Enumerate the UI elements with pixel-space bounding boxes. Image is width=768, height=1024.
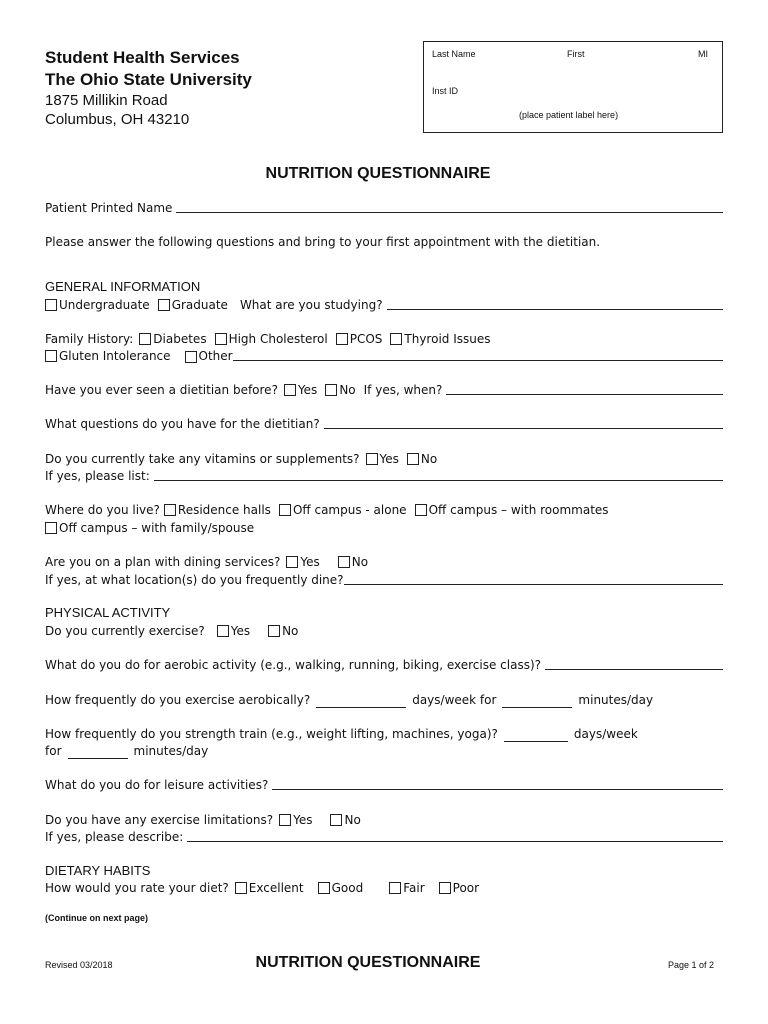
roommates-checkbox[interactable] [415,504,427,516]
limits-yes-checkbox[interactable] [279,814,291,826]
good-checkbox[interactable] [318,882,330,894]
aerobic-row [45,655,723,673]
vitamins-list-field[interactable] [154,479,723,481]
vitamins-row [45,449,723,467]
general-heading-row [45,277,723,295]
seen-yes-label: Yes [297,383,318,397]
page-number: Page 1 of 2 [667,960,714,970]
patient-name-field[interactable] [176,211,723,213]
good-label: Good [331,881,364,895]
thyroid-checkbox[interactable] [390,333,402,345]
excellent-checkbox[interactable] [235,882,247,894]
dining-yes-checkbox[interactable] [286,556,298,568]
patient-name-label: Patient Printed Name [45,201,173,215]
cholesterol-checkbox[interactable] [215,333,227,345]
aerobic-days-field[interactable] [316,695,406,708]
student-status-row [45,295,723,313]
section-general: GENERAL INFORMATION [45,279,201,294]
last-name-label: Last Name [432,49,476,59]
org-name: Student Health Services [45,48,240,67]
diabetes-label: Diabetes [153,332,207,346]
dining-no-label: No [351,555,369,569]
other-label: Other [198,349,233,363]
dining-location-label: If yes, at what location(s) do you frequently dine? [45,573,344,587]
describe-label: If yes, please describe: [45,830,184,844]
fair-checkbox[interactable] [389,882,401,894]
aerobic-frequency-row [45,690,723,708]
residence-checkbox[interactable] [164,504,176,516]
continue-note: (Continue on next page) [45,913,148,923]
strength-row [45,724,723,742]
undergrad-checkbox[interactable] [45,299,57,311]
thyroid-label: Thyroid Issues [404,332,491,346]
university-name: The Ohio State University [45,70,252,89]
page-title: NUTRITION QUESTIONNAIRE [265,165,491,182]
describe-field[interactable] [187,840,723,842]
exercise-label: Do you currently exercise? [45,624,205,638]
patient-name-row [45,198,723,216]
minutes-day-label: minutes/day [578,693,654,707]
exercise-yes-checkbox[interactable] [217,625,229,637]
poor-label: Poor [452,881,480,895]
questions-field[interactable] [324,427,723,429]
seen-no-label: No [339,383,356,397]
dining-row [45,552,723,570]
questions-label: What questions do you have for the dietitian? [45,417,320,431]
studying-field[interactable] [387,308,723,310]
revised-date: Revised 03/2018 [45,960,113,970]
days-week-for-label: days/week for [412,693,497,707]
address-line-2: Columbus, OH 43210 [45,111,190,128]
other-field[interactable] [233,359,723,361]
live-row-2 [45,518,723,536]
live-label: Where do you live? [45,503,160,517]
for-label: for [45,744,62,758]
pcos-label: PCOS [349,332,383,346]
questions-row [45,414,723,432]
diet-rating-row [45,878,723,896]
leisure-field[interactable] [272,788,723,790]
vitamins-list-label: If yes, please list: [45,469,150,483]
intro-row [45,232,723,250]
alone-checkbox[interactable] [279,504,291,516]
diet-rating-label: How would you rate your diet? [45,881,229,895]
dining-yes-label: Yes [300,555,320,569]
gluten-checkbox[interactable] [45,350,57,362]
exercise-yes-label: Yes [230,624,251,638]
leisure-row [45,775,723,793]
label-note: (place patient label here) [519,110,619,120]
intro-text: Please answer the following questions and bring to your first appointment with the dietitian. [45,235,601,249]
exercise-no-checkbox[interactable] [268,625,280,637]
strength-days-week-label: days/week [573,727,638,741]
limitations-label: Do you have any exercise limitations? [45,813,274,827]
vitamins-yes-checkbox[interactable] [366,453,378,465]
vitamins-label: Do you currently take any vitamins or supplements? [45,452,360,466]
dining-location-field[interactable] [344,583,723,585]
limits-yes-label: Yes [293,813,313,827]
limitations-row [45,810,723,828]
when-label: If yes, when? [363,383,443,397]
alone-label: Off campus - alone [292,503,407,517]
strength-minutes-day-label: minutes/day [133,744,209,758]
strength-minutes-field[interactable] [68,746,128,759]
vitamins-list-row [45,466,723,484]
clinic-header [45,47,252,129]
family-history-row-2 [45,346,723,364]
leisure-label: What do you do for leisure activities? [45,778,269,792]
poor-checkbox[interactable] [439,882,451,894]
live-row [45,500,723,518]
exercise-no-label: No [282,624,299,638]
residence-label: Residence halls [177,503,271,517]
mi-label: MI [698,49,708,59]
undergrad-label: Undergraduate [59,298,150,312]
graduate-checkbox[interactable] [158,299,170,311]
seen-yes-checkbox[interactable] [284,384,296,396]
aerobic-label: What do you do for aerobic activity (e.g., walking, running, biking, exercise class)? [45,658,542,672]
fair-label: Fair [403,881,425,895]
aerobic-field[interactable] [545,668,723,670]
seen-dietitian-label: Have you ever seen a dietitian before? [45,383,278,397]
section-dietary: DIETARY HABITS [45,863,151,878]
section-physical: PHYSICAL ACTIVITY [45,605,171,620]
dining-location-row [45,570,723,588]
dining-no-checkbox[interactable] [338,556,350,568]
cholesterol-label: High Cholesterol [228,332,328,346]
exercise-row [45,621,723,639]
other-checkbox[interactable] [185,351,197,363]
seen-dietitian-row [45,380,723,398]
aerobic-minutes-field[interactable] [502,695,572,708]
vitamins-no-label: No [420,452,438,466]
excellent-label: Excellent [248,881,304,895]
aerobic-frequency-label: How frequently do you exercise aerobically? [45,693,311,707]
limits-no-checkbox[interactable] [330,814,342,826]
diabetes-checkbox[interactable] [139,333,151,345]
family-history-label: Family History: [45,332,134,346]
footer-title: NUTRITION QUESTIONNAIRE [255,954,481,971]
seen-no-checkbox[interactable] [325,384,337,396]
dietary-heading-row [45,861,723,879]
vitamins-no-checkbox[interactable] [407,453,419,465]
roommates-label: Off campus – with roommates [428,503,609,517]
strength-row-2 [45,741,723,759]
first-name-label: First [567,49,585,59]
gluten-label: Gluten Intolerance [59,349,171,363]
describe-row [45,827,723,845]
studying-label: What are you studying? [239,298,383,312]
address-line-1: 1875 Millikin Road [45,92,168,109]
inst-id-label: Inst ID [432,86,459,96]
dining-label: Are you on a plan with dining services? [45,555,281,569]
family-spouse-checkbox[interactable] [45,522,57,534]
strength-label: How frequently do you strength train (e.g., weight lifting, machines, yoga)? [45,727,498,741]
patient-label-box[interactable] [423,41,723,133]
vitamins-yes-label: Yes [379,452,399,466]
family-spouse-label: Off campus – with family/spouse [59,521,255,535]
when-field[interactable] [446,393,723,395]
limits-no-label: No [344,813,361,827]
pcos-checkbox[interactable] [336,333,348,345]
family-history-row [45,329,723,347]
graduate-label: Graduate [171,298,228,312]
physical-heading-row [45,603,723,621]
